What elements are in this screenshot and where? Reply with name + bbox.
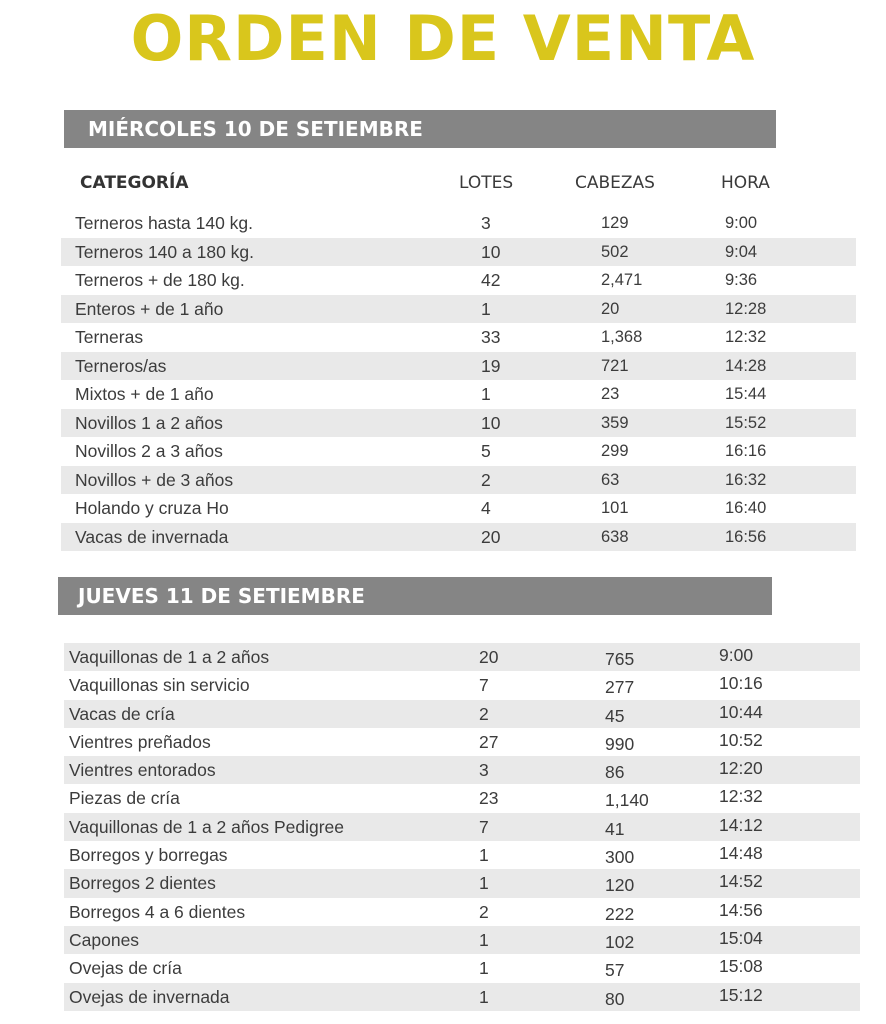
cell-lotes: 7 [479,816,489,837]
cell-cabezas: 63 [601,470,620,489]
cell-categoria: Terneros + de 180 kg. [75,270,245,290]
cell-categoria: Holando y cruza Ho [75,498,229,518]
table-row [64,756,860,784]
cell-hora: 16:56 [725,527,767,546]
cell-cabezas: 41 [605,818,625,839]
cell-cabezas: 2,471 [601,271,643,289]
cell-categoria: Terneros/as [75,355,167,376]
cell-hora: 12:32 [725,328,767,346]
cell-lotes: 19 [481,355,501,376]
column-header-cabezas: CABEZAS [575,173,655,193]
cell-hora: 15:44 [725,385,767,403]
table-row [61,266,856,295]
cell-hora: 9:00 [725,214,758,232]
cell-cabezas: 120 [605,875,635,896]
column-header-hora: HORA [721,173,770,193]
cell-categoria: Terneras [75,327,144,347]
cell-lotes: 1 [479,929,489,950]
cell-lotes: 1 [479,958,489,979]
cell-hora: 9:04 [725,242,758,261]
cell-lotes: 1 [479,845,489,866]
cell-cabezas: 765 [605,649,635,669]
cell-categoria: Piezas de cría [69,788,180,809]
cell-lotes: 4 [481,498,491,518]
page-title: ORDEN DE VENTA [130,2,756,75]
day-header-jueves: JUEVES 11 DE SETIEMBRE [58,577,772,615]
cell-categoria: Novillos 2 a 3 años [75,441,223,461]
cell-categoria: Borregos 2 dientes [69,873,216,894]
cell-categoria: Novillos 1 a 2 años [75,412,223,433]
cell-lotes: 3 [479,760,489,781]
cell-categoria: Capones [69,929,140,950]
table-row [64,643,860,671]
table-row [61,494,856,523]
cell-hora: 10:16 [719,673,763,694]
cell-lotes: 1 [479,986,489,1007]
cell-hora: 14:56 [719,899,763,920]
cell-cabezas: 1,368 [601,328,643,346]
cell-hora: 14:52 [719,871,763,892]
cell-lotes: 3 [481,213,491,233]
cell-lotes: 1 [481,298,491,319]
cell-lotes: 2 [481,469,491,490]
cell-categoria: Vaquillonas de 1 a 2 años Pedigree [69,816,345,837]
table-row [61,295,856,324]
cell-lotes: 7 [479,675,489,696]
table-row [61,209,856,238]
cell-lotes: 10 [481,412,501,433]
table-row [64,813,860,841]
cell-hora: 16:32 [725,470,767,489]
cell-cabezas: 359 [601,413,629,432]
cell-categoria: Vaquillonas sin servicio [69,675,250,696]
table-row [64,898,860,926]
cell-cabezas: 277 [605,677,635,698]
cell-cabezas: 299 [601,442,629,460]
table-row [64,841,860,869]
cell-hora: 15:12 [719,984,763,1005]
cell-lotes: 1 [481,384,491,404]
cell-lotes: 33 [481,327,501,347]
column-header-lotes: LOTES [459,173,514,193]
table-row [61,238,856,267]
cell-hora: 10:44 [719,701,763,722]
cell-cabezas: 80 [605,988,625,1009]
cell-hora: 16:16 [725,442,767,460]
cell-hora: 15:08 [719,956,763,977]
cell-hora: 9:36 [725,271,758,289]
cell-categoria: Mixtos + de 1 año [75,384,214,404]
cell-hora: 14:28 [725,356,767,375]
cell-categoria: Terneros hasta 140 kg. [75,213,254,233]
sale-table-miercoles [61,209,856,551]
cell-categoria: Ovejas de cría [69,958,182,979]
table-row [61,380,856,409]
cell-cabezas: 23 [601,385,620,403]
cell-lotes: 23 [479,788,499,809]
cell-cabezas: 638 [601,527,629,546]
cell-cabezas: 129 [601,214,629,232]
cell-categoria: Vacas de invernada [75,526,229,547]
cell-lotes: 27 [479,731,499,752]
cell-hora: 12:28 [725,299,767,318]
table-row [64,700,860,728]
table-row [61,323,856,352]
table-row [64,869,860,897]
cell-categoria: Borregos y borregas [69,845,228,866]
cell-cabezas: 990 [605,733,635,754]
cell-categoria: Vientres entorados [69,760,216,781]
cell-lotes: 20 [481,526,501,547]
cell-lotes: 5 [481,441,491,461]
cell-cabezas: 20 [601,299,620,318]
cell-categoria: Enteros + de 1 año [75,298,224,319]
sale-table-jueves [64,643,860,1011]
cell-lotes: 1 [479,873,489,894]
cell-cabezas: 1,140 [605,790,649,811]
cell-lotes: 20 [479,647,499,667]
cell-hora: 14:48 [719,843,763,864]
cell-hora: 14:12 [719,814,763,835]
column-header-categoria: CATEGORÍA [80,173,189,193]
cell-hora: 12:32 [719,786,763,807]
cell-categoria: Vientres preñados [69,731,211,752]
cell-cabezas: 101 [601,499,629,517]
cell-cabezas: 45 [605,705,625,726]
cell-categoria: Vaquillonas de 1 a 2 años [69,647,270,667]
table-row [64,728,860,756]
table-row [61,466,856,495]
cell-categoria: Ovejas de invernada [69,986,230,1007]
cell-cabezas: 300 [605,847,635,868]
cell-cabezas: 721 [601,356,629,375]
table-row [64,784,860,812]
cell-cabezas: 86 [605,762,625,783]
cell-cabezas: 57 [605,960,625,981]
cell-cabezas: 222 [605,903,635,924]
table-row [61,437,856,466]
cell-lotes: 2 [479,901,489,922]
table-row [64,671,860,699]
cell-categoria: Borregos 4 a 6 dientes [69,901,246,922]
cell-categoria: Novillos + de 3 años [75,469,234,490]
day-header-miercoles: MIÉRCOLES 10 DE SETIEMBRE [64,110,776,148]
cell-hora: 15:52 [725,413,767,432]
cell-lotes: 42 [481,270,501,290]
table-row [64,983,860,1011]
cell-hora: 15:04 [719,927,763,948]
table-row [61,409,856,438]
table-row [64,926,860,954]
cell-hora: 9:00 [719,645,754,665]
cell-categoria: Terneros 140 a 180 kg. [75,241,255,262]
cell-categoria: Vacas de cría [69,703,175,724]
table-row [61,523,856,552]
cell-lotes: 10 [481,241,501,262]
cell-hora: 10:52 [719,729,763,750]
cell-cabezas: 102 [605,931,635,952]
cell-cabezas: 502 [601,242,629,261]
cell-hora: 16:40 [725,499,767,517]
table-row [64,954,860,982]
table-row [61,352,856,381]
cell-hora: 12:20 [719,758,763,779]
cell-lotes: 2 [479,703,489,724]
